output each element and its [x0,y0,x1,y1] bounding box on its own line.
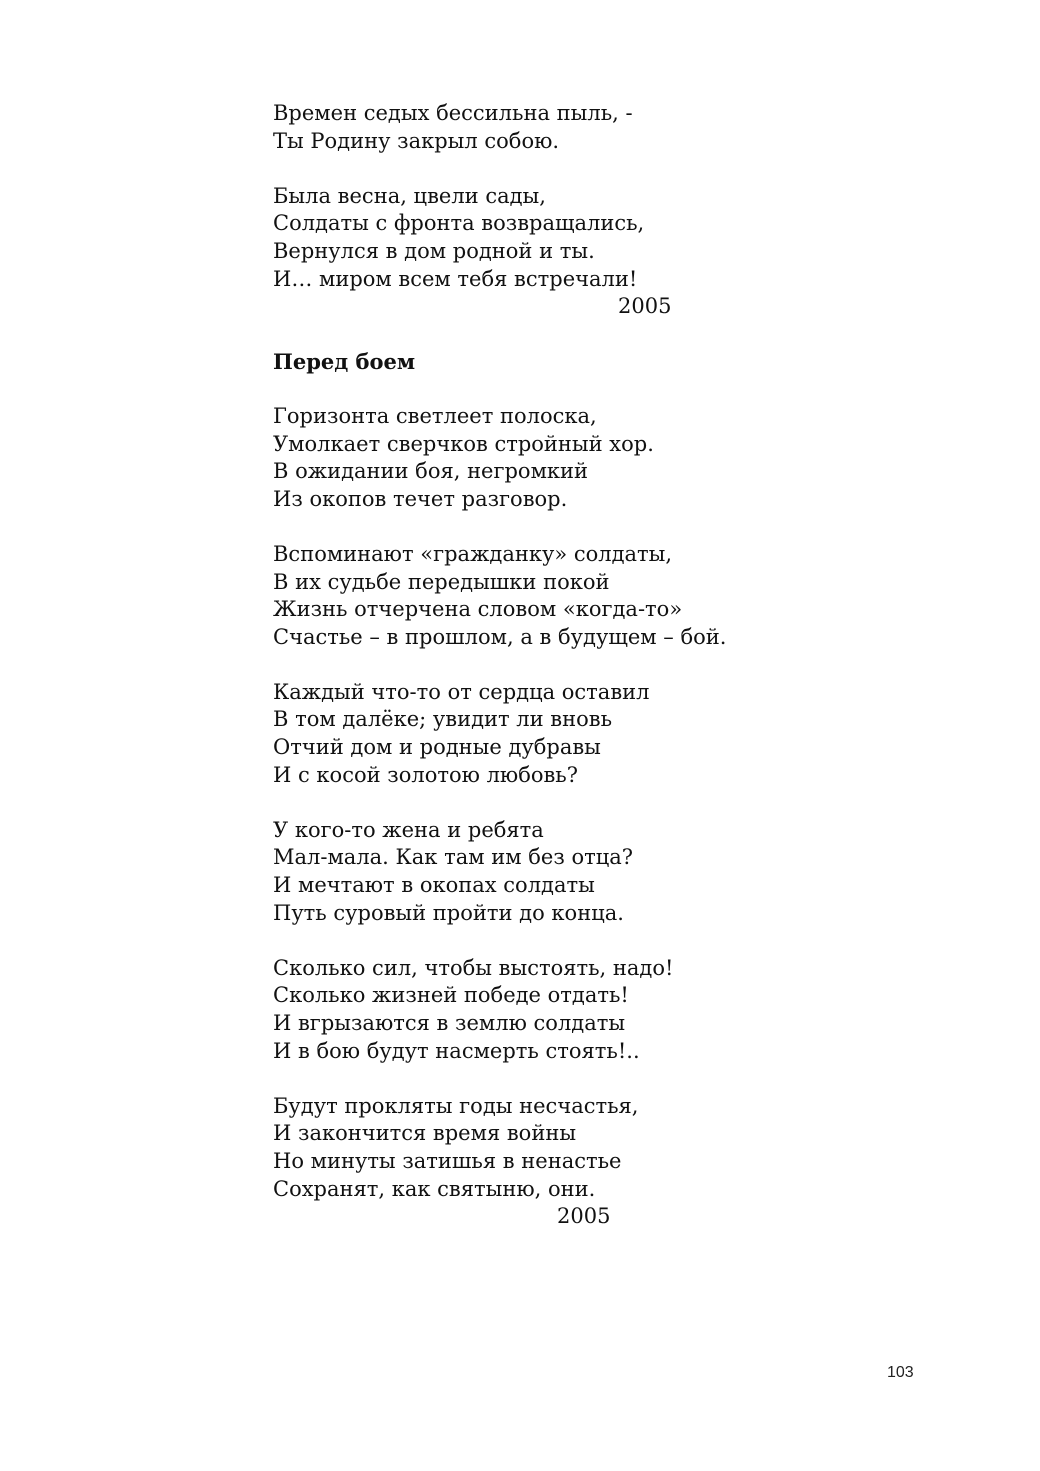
stanza [273,100,833,155]
poem-line: Вспоминают «гражданку» солдаты, [273,541,673,566]
stanza [273,403,833,513]
stanza [273,541,833,651]
poem-line: В их судьбе передышки покой [273,569,610,594]
poem-line: Каждый что-то от сердца оставил [273,679,650,704]
page-number: 103 [887,1364,914,1381]
stanza [273,955,833,1065]
poem-line: Из окопов течет разговор. [273,486,568,511]
stanza [273,679,833,789]
poem-line: Но минуты затишья в ненастье [273,1148,622,1173]
poem-line: Счастье – в прошлом, а в будущем – бой. [273,624,727,649]
poem-line: И в бою будут насмерть стоять!.. [273,1038,640,1063]
poem-line: Вернулся в дом родной и ты. [273,238,595,263]
poem-line: И… миром всем тебя встречали! [273,266,638,291]
poem-line: Сохранят, как святыню, они. [273,1176,596,1201]
poem-line: Ты Родину закрыл собою. [273,128,560,153]
poem-line: Умолкает сверчков стройный хор. [273,431,654,456]
poem-line: И с косой золотою любовь? [273,762,578,787]
poem-line: И мечтают в окопах солдаты [273,873,595,898]
poem-line: У кого-то жена и ребята [273,817,544,842]
poem-line: Солдаты с фронта возвращались, [273,211,645,236]
poem-title: Перед боем [273,348,416,374]
poem-line: Была весна, цвели сады, [273,183,546,208]
poem-line: Сколько сил, чтобы выстоять, надо! [273,955,674,980]
poem-text-block [273,100,833,1231]
poem-line: Будут прокляты годы несчастья, [273,1093,639,1118]
poem-line: И закончится время войны [273,1121,577,1146]
poem-line: Мал-мала. Как там им без отца? [273,845,633,870]
poem-line: В том далёке; увидит ли вновь [273,707,613,732]
poem-line: И вгрызаются в землю солдаты [273,1011,626,1035]
poem-line: Времен седых бессильна пыль, - [273,101,633,125]
poem-line: Путь суровый пройти до конца. [273,900,624,925]
poem-line: Отчий дом и родные дубравы [273,735,601,760]
stanza [273,1093,833,1203]
poem-year: 2005 [557,1204,611,1229]
stanza [273,817,833,927]
stanza [273,183,833,293]
poem-line: Жизнь отчерчена словом «когда-то» [273,597,683,622]
poem-year: 2005 [618,294,672,319]
poem-line: Горизонта светлеет полоска, [273,403,597,428]
poem-line: Сколько жизней победе отдать! [273,983,629,1008]
poem-line: В ожидании боя, негромкий [273,459,589,484]
